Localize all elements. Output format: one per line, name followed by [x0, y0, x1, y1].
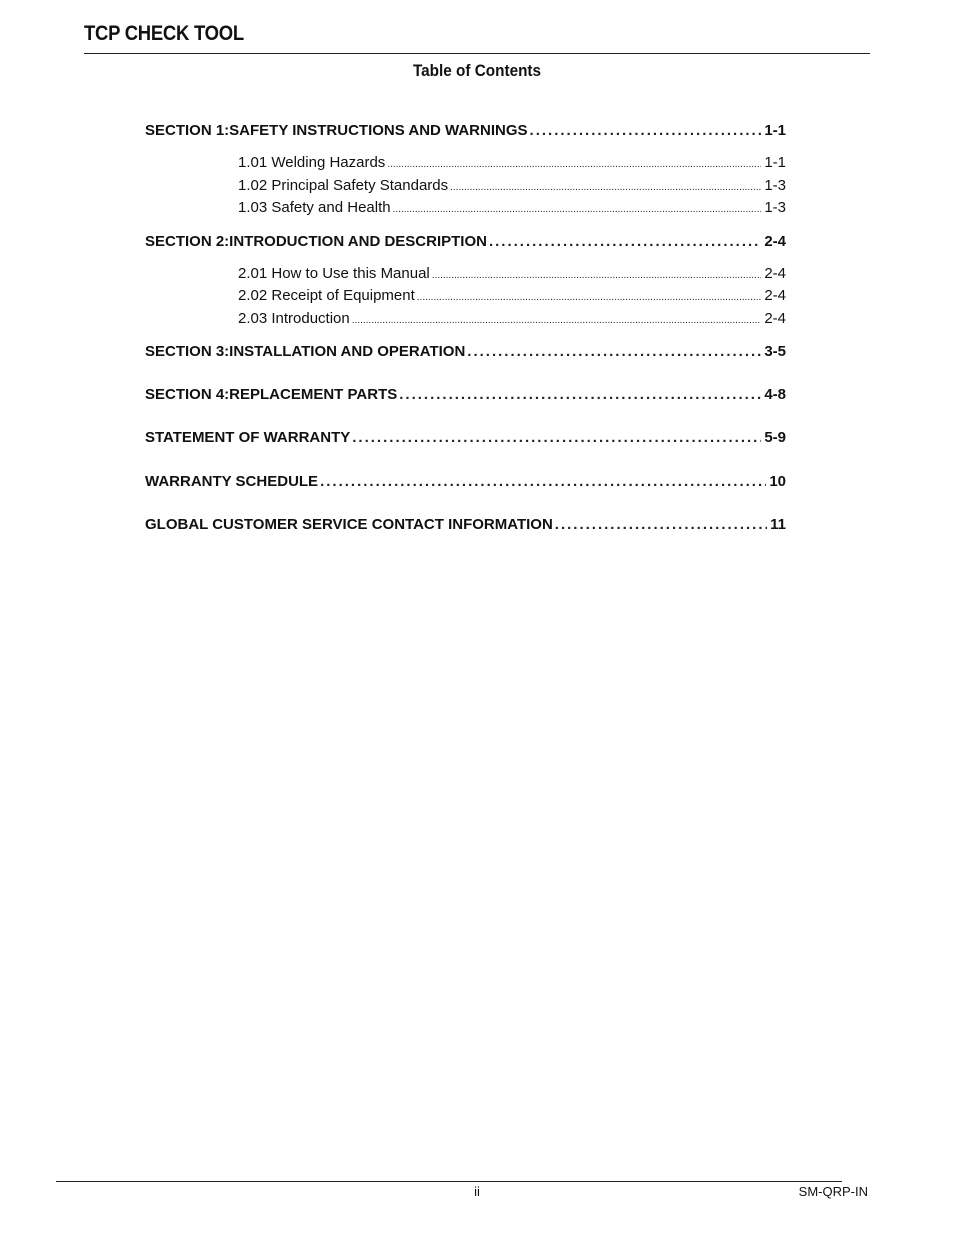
toc-entry-2-01[interactable] — [238, 265, 786, 282]
toc-entry-title: 2.02 Receipt of Equipment — [238, 287, 415, 304]
toc-entry-page: 11 — [770, 516, 786, 533]
toc-entry-2-02[interactable] — [238, 287, 786, 304]
toc-entry-section-2[interactable] — [145, 233, 786, 250]
toc-entry-page: 2-4 — [764, 310, 786, 327]
dot-leader — [467, 343, 761, 360]
dot-leader — [432, 270, 762, 281]
toc-entry-section-3[interactable] — [145, 343, 786, 360]
dot-leader — [399, 386, 761, 403]
toc-entry-page: 10 — [769, 473, 786, 490]
toc-entry-global-customer-service[interactable] — [145, 516, 786, 533]
dot-leader — [530, 122, 762, 139]
toc-entry-page: 1-1 — [764, 154, 786, 171]
toc-entry-page: 4-8 — [764, 386, 786, 403]
document-title: TCP CHECK TOOL — [84, 22, 244, 45]
dot-leader — [555, 516, 767, 533]
toc-entry-title: 1.02 Principal Safety Standards — [238, 177, 449, 194]
dot-leader — [320, 473, 766, 490]
toc-entry-title: 2.01 How to Use this Manual — [238, 265, 430, 282]
toc-entry-1-01[interactable] — [238, 154, 786, 171]
toc-entry-title: 1.01 Welding Hazards — [238, 154, 386, 171]
toc-entry-2-03[interactable] — [238, 310, 786, 327]
toc-entry-title: SECTION 4:REPLACEMENT PARTS — [145, 386, 398, 403]
toc-entry-title: 2.03 Introduction — [238, 310, 350, 327]
dot-leader — [417, 292, 762, 303]
toc-entry-page: 2-4 — [764, 233, 786, 250]
toc-entry-page: 2-4 — [764, 287, 786, 304]
toc-entry-page: 3-5 — [764, 343, 786, 360]
footer-rule — [56, 1181, 842, 1182]
dot-leader — [450, 182, 761, 193]
dot-leader — [489, 233, 761, 250]
toc-entry-1-03[interactable] — [238, 199, 786, 216]
toc-entry-statement-of-warranty[interactable] — [145, 429, 786, 446]
toc-heading: Table of Contents — [412, 61, 542, 80]
toc-entry-1-02[interactable] — [238, 177, 786, 194]
footer-page-number: ii — [474, 1184, 480, 1199]
dot-leader — [393, 204, 762, 215]
toc-entry-title: SECTION 3:INSTALLATION AND OPERATION — [145, 343, 466, 360]
toc-entry-page: 2-4 — [764, 265, 786, 282]
toc-entry-warranty-schedule[interactable] — [145, 473, 786, 490]
toc-entry-page: 5-9 — [764, 429, 786, 446]
toc-entry-title: WARRANTY SCHEDULE — [145, 473, 319, 490]
toc-entry-page: 1-3 — [764, 177, 786, 194]
header-rule — [84, 53, 870, 54]
toc-entry-title: SECTION 1:SAFETY INSTRUCTIONS AND WARNINGS — [145, 122, 528, 139]
toc-entry-page: 1-1 — [764, 122, 786, 139]
dot-leader — [387, 159, 761, 170]
dot-leader — [352, 315, 762, 326]
toc-entry-page: 1-3 — [764, 199, 786, 216]
toc-entry-title: SECTION 2:INTRODUCTION AND DESCRIPTION — [145, 233, 487, 250]
toc-entry-title: 1.03 Safety and Health — [238, 199, 391, 216]
footer-document-code: SM-QRP-IN — [798, 1184, 868, 1199]
toc-entry-section-1[interactable] — [145, 122, 786, 139]
dot-leader — [352, 429, 761, 446]
toc-entry-title: GLOBAL CUSTOMER SERVICE CONTACT INFORMATION — [145, 516, 553, 533]
toc-entry-section-4[interactable] — [145, 386, 786, 403]
toc-entry-title: STATEMENT OF WARRANTY — [145, 429, 351, 446]
